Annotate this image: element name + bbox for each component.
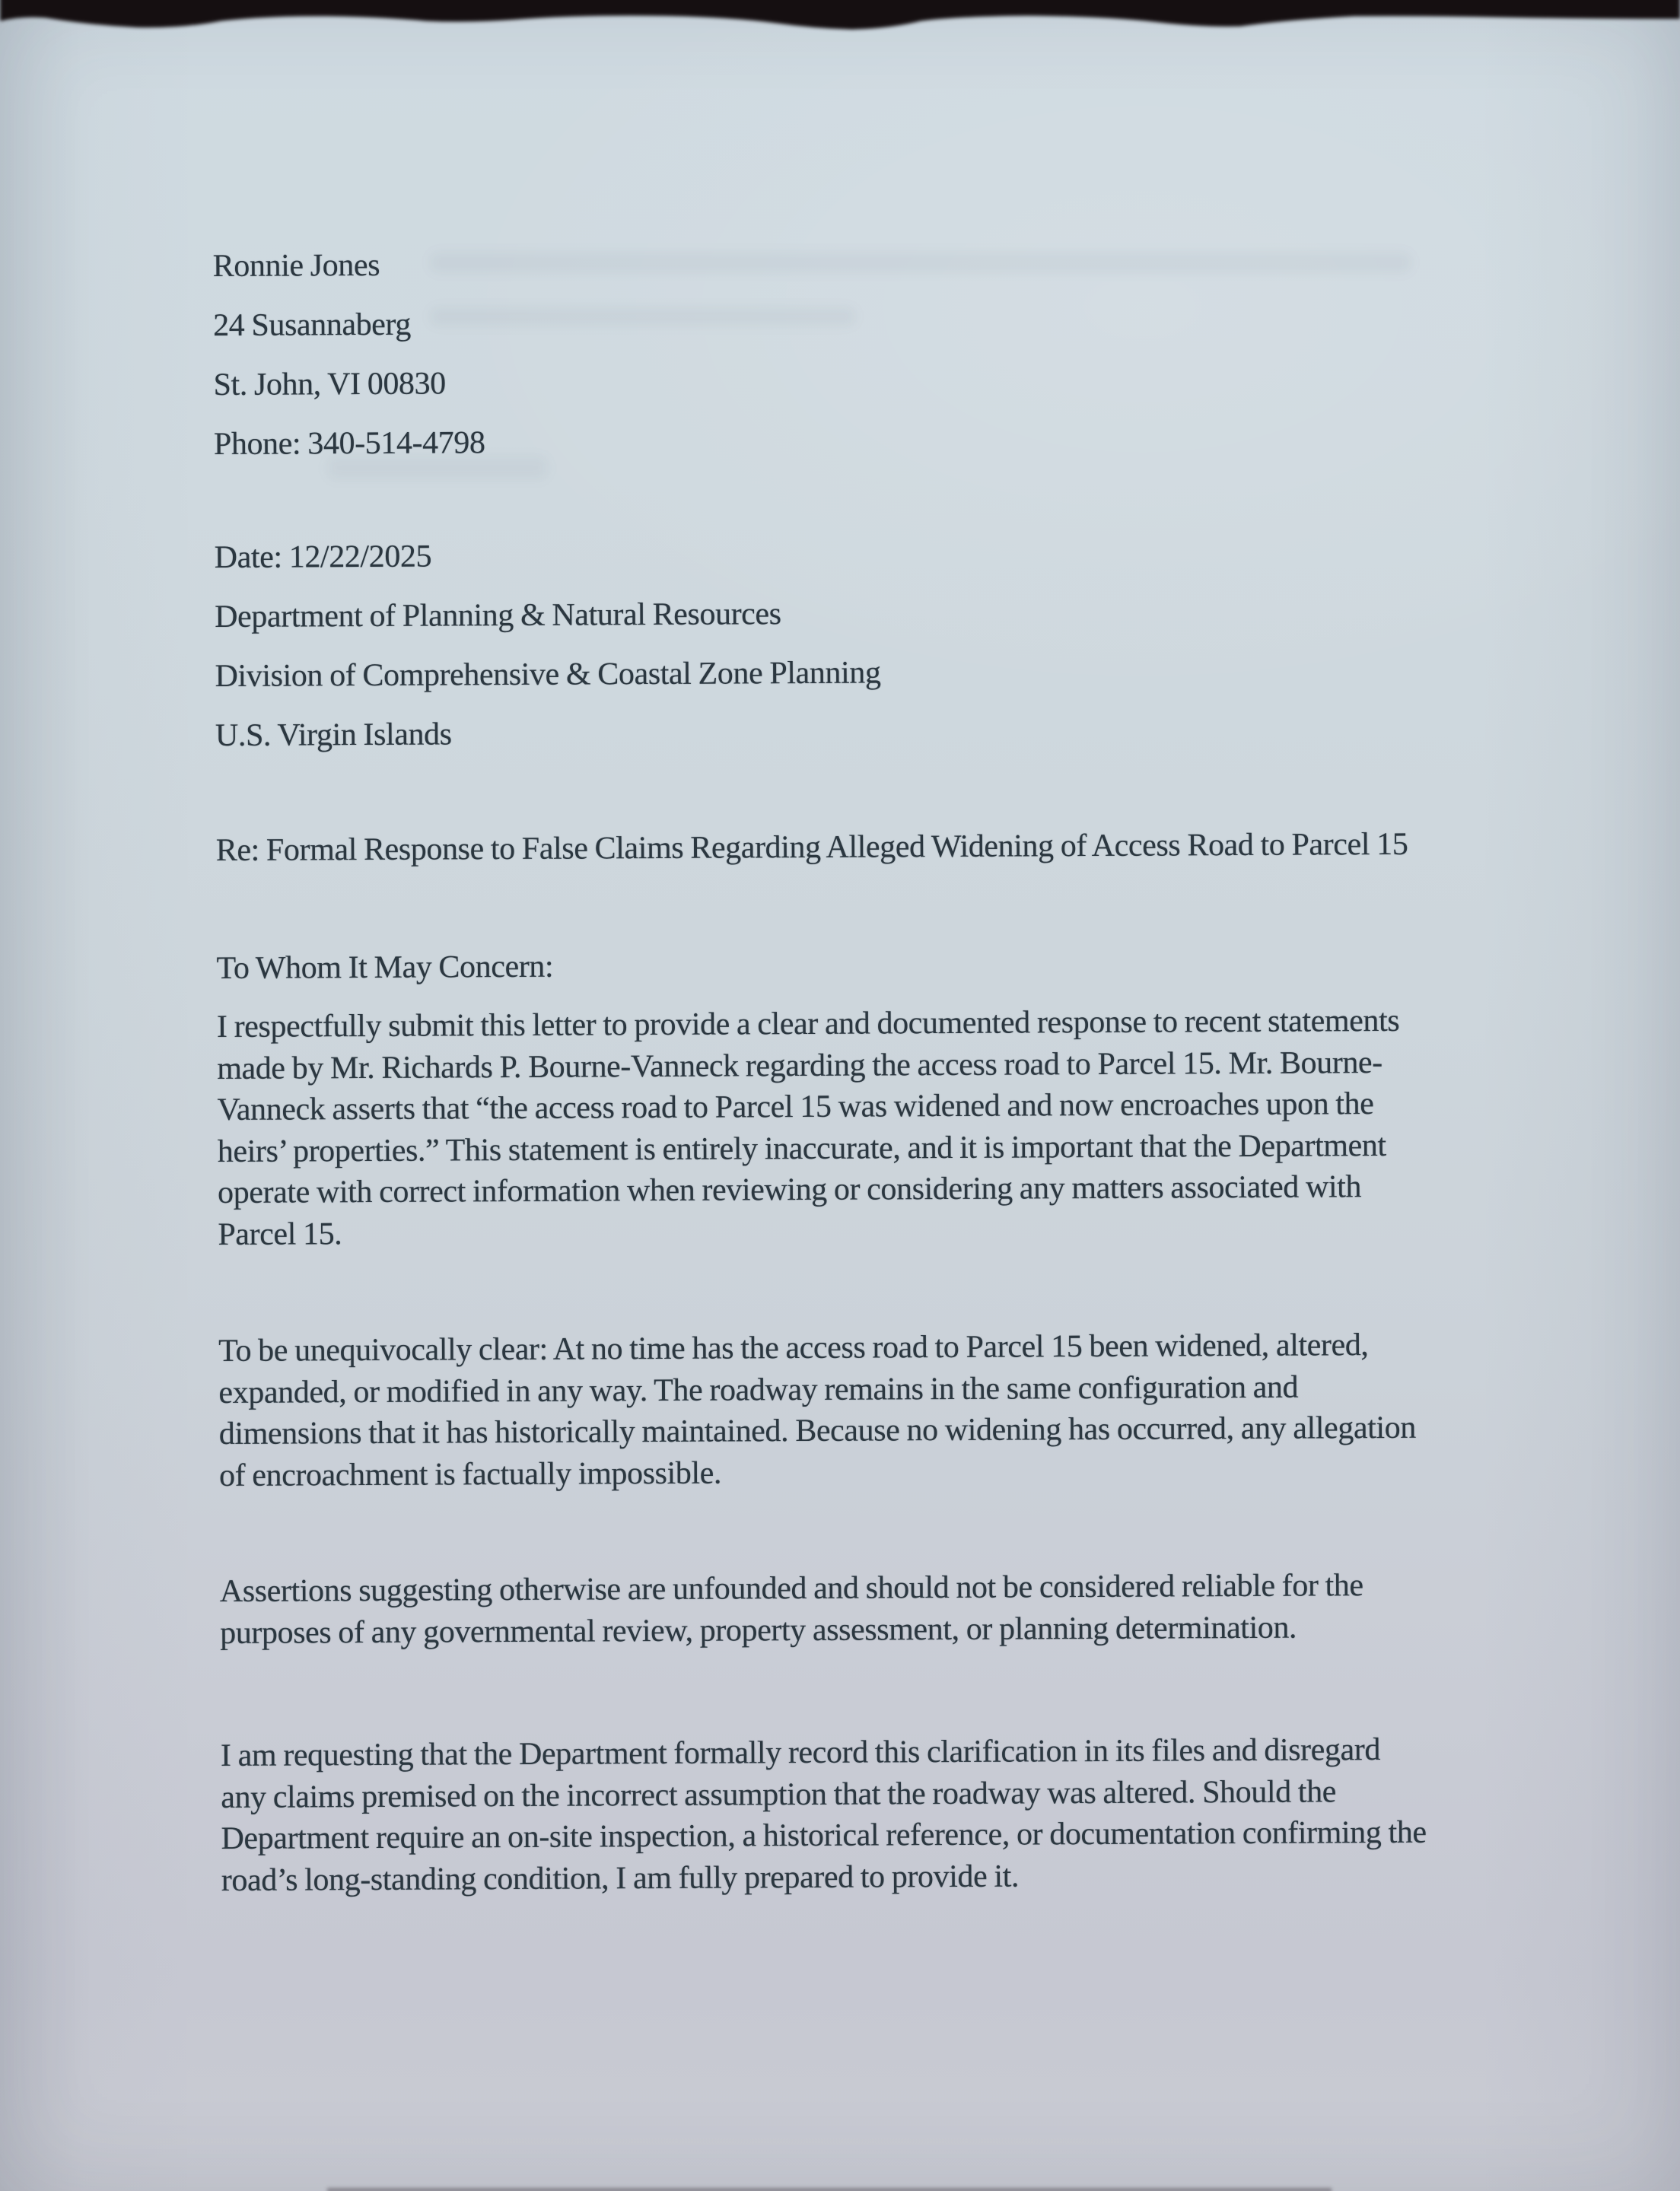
- recipient-department: Department of Planning & Natural Resources: [215, 596, 781, 635]
- body-line: To be unequivocally clear: At no time has the access road to Parcel 15 been widened, altered,: [218, 1328, 1369, 1369]
- sender-name: Ronnie Jones: [212, 247, 380, 285]
- body-line: heirs’ properties.” This statement is entirely inaccurate, and it is important that the Department: [217, 1127, 1386, 1169]
- body-line: of encroachment is factually impossible.: [218, 1455, 722, 1493]
- recipient-territory: U.S. Virgin Islands: [215, 717, 452, 754]
- paragraph-4: [221, 1729, 1427, 1902]
- body-line: operate with correct information when reviewing or considering any matters associated with: [217, 1169, 1362, 1211]
- body-line: expanded, or modified in any way. The roadway remains in the same configuration and: [218, 1369, 1299, 1410]
- body-line: purposes of any governmental review, property assessment, or planning determination.: [220, 1610, 1297, 1651]
- body-line: dimensions that it has historically maintained. Because no widening has occurred, any allegation: [218, 1410, 1417, 1452]
- body-line: I respectfully submit this letter to provide a clear and documented response to recent statements: [216, 1003, 1400, 1045]
- recipient-division: Division of Comprehensive & Coastal Zone Planning: [215, 655, 881, 695]
- body-line: Vanneck asserts that “the access road to Parcel 15 was widened and now encroaches upon the: [217, 1086, 1374, 1128]
- body-line: made by Mr. Richards P. Bourne-Vanneck regarding the access road to Parcel 15. Mr. Bourne-: [217, 1045, 1382, 1086]
- letter-content: [212, 0, 1532, 2191]
- salutation: To Whom It May Concern:: [216, 949, 554, 987]
- paragraph-3: [220, 1565, 1363, 1654]
- sender-address-line2: St. John, VI 00830: [213, 366, 446, 403]
- body-line: Parcel 15.: [218, 1216, 342, 1252]
- body-line: road’s long-standing condition, I am fully prepared to provide it.: [221, 1859, 1020, 1898]
- date-line: Date: 12/22/2025: [214, 539, 432, 576]
- body-line: Department require an on-site inspection, a historical reference, or documentation confirming the: [221, 1814, 1427, 1857]
- body-line: I am requesting that the Department formally record this clarification in its files and disregard: [220, 1732, 1381, 1774]
- sender-phone: Phone: 340-514-4798: [213, 425, 485, 463]
- photo-bottom-shadow: [327, 2188, 1332, 2191]
- paragraph-2: [218, 1324, 1416, 1497]
- subject-line: Re: Formal Response to False Claims Regarding Alleged Widening of Access Road to Parcel 15: [215, 826, 1408, 869]
- body-line: Assertions suggesting otherwise are unfounded and should not be considered reliable for the: [219, 1568, 1363, 1610]
- sender-address-line1: 24 Susannaberg: [213, 307, 412, 344]
- body-line: any claims premised on the incorrect assumption that the roadway was altered. Should the: [221, 1773, 1337, 1815]
- paragraph-1: [217, 1000, 1401, 1256]
